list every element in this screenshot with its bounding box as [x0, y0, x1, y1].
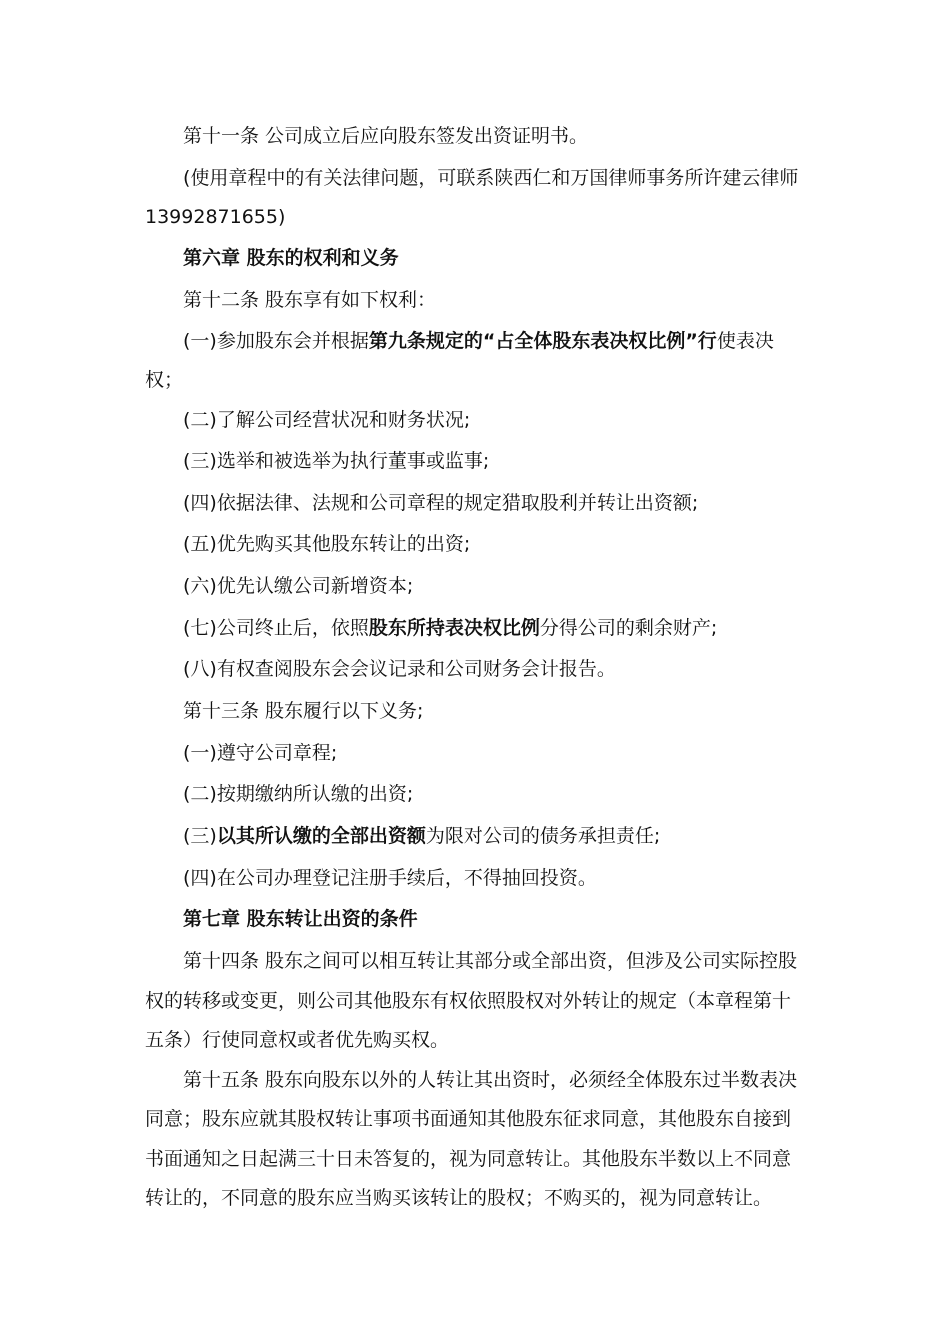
- obligation-item-3-part-a: (三): [183, 825, 217, 847]
- obligation-item-4: (四)在公司办理登记注册手续后，不得抽回投资。: [183, 867, 597, 889]
- right-item-7: [183, 614, 717, 642]
- right-item-7-part-c: 分得公司的剩余财产;: [539, 617, 718, 639]
- article-15-line-3: 书面通知之日起满三十日未答复的，视为同意转让。其他股东半数以上不同意: [145, 1148, 792, 1170]
- article-15-line-1: 第十五条 股东向股东以外的人转让其出资时，必须经全体股东过半数表决: [183, 1069, 798, 1091]
- right-item-7-part-a: (七)公司终止后，依照: [183, 617, 369, 639]
- article-14-line-2: 权的转移或变更，则公司其他股东有权依照股权对外转让的规定（本章程第十: [145, 990, 792, 1012]
- right-item-1-bold: 第九条规定的“占全体股东表决权比例”行: [368, 330, 717, 352]
- right-item-1-part-c: 使表决: [716, 330, 774, 352]
- right-item-8: (八)有权查阅股东会会议记录和公司财务会计报告。: [183, 658, 616, 680]
- obligation-item-3: [183, 822, 660, 850]
- obligation-item-1: (一)遵守公司章程;: [183, 742, 338, 764]
- obligation-item-3-part-c: 为限对公司的债务承担责任;: [425, 825, 661, 847]
- right-item-6: (六)优先认缴公司新增资本;: [183, 575, 414, 597]
- legal-note-line-1: (使用章程中的有关法律问题，可联系陕西仁和万国律师事务所许建云律师: [183, 167, 799, 189]
- right-item-3: (三)选举和被选举为执行董事或监事;: [183, 450, 490, 472]
- article-14-line-3: 五条）行使同意权或者优先购买权。: [145, 1029, 450, 1051]
- right-item-1-continuation: 权；: [145, 369, 184, 391]
- article-15-line-2: 同意；股东应就其股权转让事项书面通知其他股东征求同意，其他股东自接到: [145, 1108, 792, 1130]
- article-15-line-4: 转让的，不同意的股东应当购买该转让的股权；不购买的，视为同意转让。: [145, 1187, 773, 1209]
- right-item-5: (五)优先购买其他股东转让的出资;: [183, 533, 471, 555]
- right-item-2: (二)了解公司经营状况和财务状况;: [183, 409, 471, 431]
- right-item-1: [183, 327, 774, 355]
- legal-note-line-2: 13992871655): [145, 206, 286, 228]
- obligation-item-2: (二)按期缴纳所认缴的出资;: [183, 783, 414, 805]
- right-item-7-bold: 股东所持表决权比例: [368, 617, 540, 639]
- right-item-4: (四)依据法律、法规和公司章程的规定猎取股利并转让出资额;: [183, 492, 699, 514]
- chapter-6-title: 第六章 股东的权利和义务: [183, 247, 399, 269]
- obligation-item-3-bold: 以其所认缴的全部出资额: [216, 825, 426, 847]
- right-item-1-part-a: (一)参加股东会并根据: [183, 330, 369, 352]
- article-14-line-1: 第十四条 股东之间可以相互转让其部分或全部出资，但涉及公司实际控股: [183, 950, 798, 972]
- article-12: 第十二条 股东享有如下权利：: [183, 289, 437, 311]
- article-13: 第十三条 股东履行以下义务;: [183, 700, 424, 722]
- chapter-7-title: 第七章 股东转让出资的条件: [183, 908, 418, 930]
- article-11: 第十一条 公司成立后应向股东签发出资证明书。: [183, 125, 589, 147]
